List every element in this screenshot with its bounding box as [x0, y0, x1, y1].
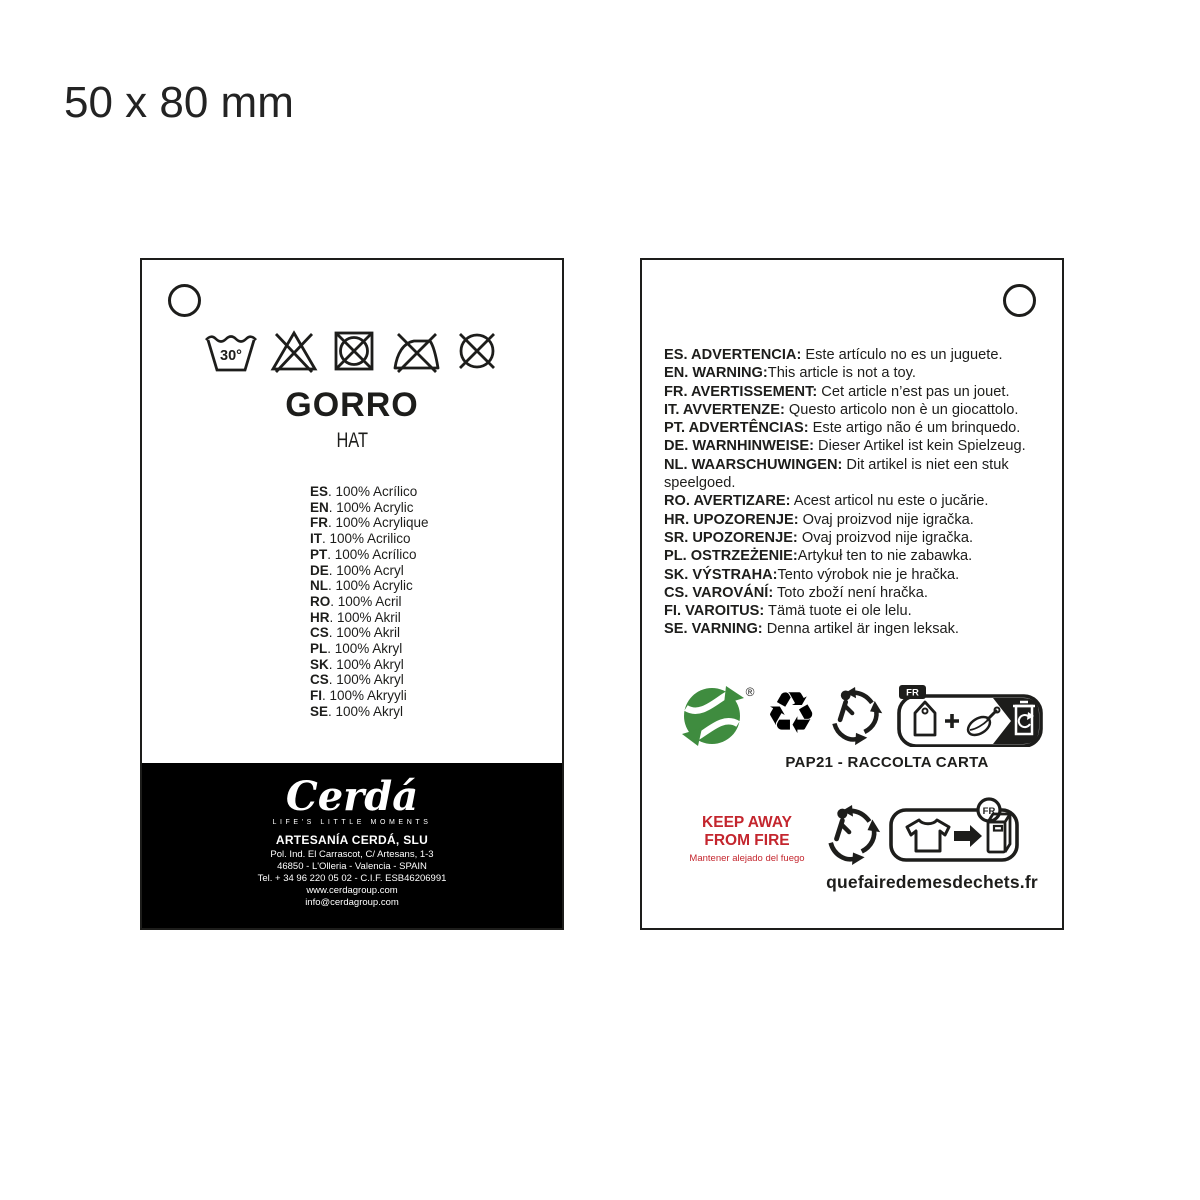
- composition-line: PT. 100% Acrílico: [310, 546, 417, 562]
- brand-tagline: LIFE'S LITTLE MOMENTS: [272, 819, 432, 826]
- warning-line: SE. VARNING: Denna artikel är ingen leksak.: [664, 621, 959, 638]
- composition-list: [310, 484, 429, 720]
- composition-line: FR. 100% Acrylique: [310, 515, 429, 531]
- warning-line: DE. WARNHINWEISE: Dieser Artikel ist kein Spielzeug.: [664, 438, 1026, 455]
- arrow-right-icon: [954, 825, 982, 847]
- warning-line: HR. UPOZORENJE: Ovaj proizvod nije igračka.: [664, 511, 974, 528]
- warning-line: PL. OSTRZEŻENIE:Artykuł ten to nie zabawka.: [664, 548, 973, 565]
- hang-tag-icon: [915, 702, 935, 735]
- registered-mark: ®: [745, 685, 755, 699]
- warning-line: ES. ADVERTENCIA: Este artículo no es un juguete.: [664, 347, 1003, 363]
- back-tag: [640, 258, 1064, 930]
- textile-sorting-graphic: [888, 796, 1020, 864]
- sorting-website: quefairedemesdechets.fr: [826, 872, 1038, 892]
- composition-line: NL. 100% Acrylic: [310, 578, 413, 594]
- warning-line: CS. VAROVÁNÍ: Toto zboží není hračka.: [664, 584, 928, 601]
- plus-icon: [945, 714, 959, 728]
- address-line: Pol. Ind. El Carrascot, C/ Artesans, 1-3: [270, 849, 434, 860]
- warning-line: EN. WARNING:This article is not a toy.: [664, 365, 916, 382]
- triman-icon: [826, 685, 886, 747]
- composition-line: SE. 100% Akryl: [310, 703, 404, 719]
- fr-tab-label: FR: [906, 687, 919, 699]
- warning-line: PT. ADVERTÊNCIAS: Este artigo não é um brinquedo.: [664, 420, 1021, 437]
- fire-warning-line: FROM FIRE: [704, 831, 790, 849]
- composition-line: DE. 100% Acryl: [310, 562, 404, 578]
- warning-line: FI. VAROITUS: Tämä tuote ei ole lelu.: [664, 603, 912, 620]
- front-tag: [140, 258, 564, 930]
- fire-warning-line: KEEP AWAY: [702, 814, 792, 831]
- green-dot-icon: [682, 684, 756, 748]
- composition-line: ES. 100% Acrílico: [310, 484, 418, 499]
- wash-30-icon: [204, 328, 258, 374]
- fr-badge-label: FR: [982, 806, 996, 817]
- brand-footer: [142, 763, 562, 928]
- warning-line: RO. AVERTIZARE: Acest articol nu este o jucărie.: [664, 493, 989, 510]
- do-not-dry-clean-icon: [454, 328, 500, 374]
- address-line: info@cerdagroup.com: [305, 897, 399, 908]
- product-subtitle: HAT: [336, 429, 368, 452]
- care-symbols-row: [142, 328, 562, 374]
- paper-sorting-graphic: [895, 685, 1045, 747]
- address-line: www.cerdagroup.com: [306, 885, 398, 896]
- composition-line: FI. 100% Akryyli: [310, 688, 407, 704]
- warning-line: NL. WAARSCHUWINGEN: Dit artikel is niet een stuk speelgoed.: [664, 456, 1009, 492]
- composition-line: IT. 100% Acrilico: [310, 531, 411, 547]
- cord-icon: [965, 708, 1000, 739]
- composition-line: EN. 100% Acrylic: [310, 499, 414, 515]
- wash-temp-label: 30°: [220, 348, 242, 364]
- recycling-icon: ♻: [765, 679, 817, 747]
- hang-hole: [168, 284, 201, 317]
- composition-line: HR. 100% Akril: [310, 609, 401, 625]
- do-not-tumble-dry-icon: [330, 328, 378, 374]
- warning-line: IT. AVVERTENZE: Questo articolo non è un giocattolo.: [664, 401, 1019, 418]
- composition-line: CS. 100% Akryl: [310, 672, 404, 688]
- warning-line: SR. UPOZORENJE: Ovaj proizvod nije igračka.: [664, 529, 974, 546]
- recycling-symbols-row: [682, 679, 1045, 748]
- warnings-list: [664, 346, 1044, 639]
- company-address: [142, 849, 562, 909]
- fire-warning-subtext: Mantener alejado del fuego: [689, 853, 805, 864]
- warning-line: SK. VÝSTRAHA:Tento výrobok nie je hračka.: [664, 566, 960, 583]
- brand-logo: Cerdá: [285, 773, 419, 820]
- composition-line: RO. 100% Acril: [310, 593, 402, 609]
- address-line: 46850 - L'Olleria - Valencia - SPAIN: [277, 861, 427, 872]
- fire-warning: [676, 814, 818, 864]
- product-title: GORRO: [285, 386, 419, 424]
- page-title: 50 x 80 mm: [64, 78, 294, 127]
- tshirt-icon: [907, 820, 949, 851]
- hang-hole: [1003, 284, 1036, 317]
- composition-line: PL. 100% Akryl: [310, 641, 403, 657]
- triman-icon: [822, 804, 884, 866]
- composition-line: CS. 100% Akril: [310, 625, 401, 641]
- do-not-bleach-icon: [269, 328, 319, 374]
- address-line: Tel. + 34 96 220 05 02 - C.I.F. ESB46206991: [257, 873, 447, 884]
- composition-line: SK. 100% Akryl: [310, 656, 404, 672]
- paper-sorting-caption: PAP21 - RACCOLTA CARTA: [785, 754, 989, 771]
- company-name: ARTESANÍA CERDÁ, SLU: [275, 833, 429, 847]
- warning-line: FR. AVERTISSEMENT: Cet article n’est pas un jouet.: [664, 383, 1010, 400]
- do-not-iron-icon: [389, 328, 443, 374]
